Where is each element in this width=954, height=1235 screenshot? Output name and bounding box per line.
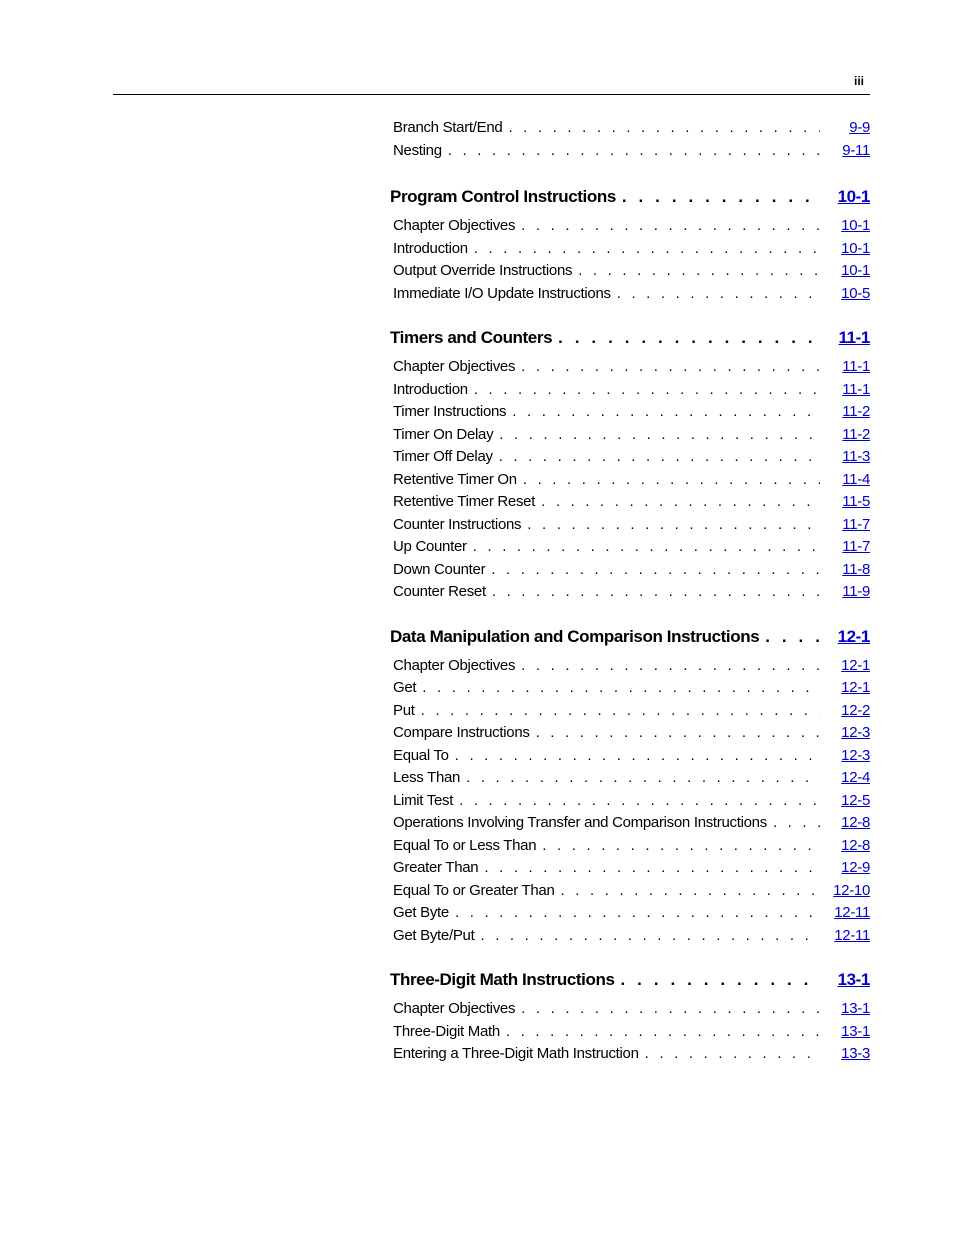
toc-entry-page-link[interactable]: 13-1 xyxy=(841,1000,870,1017)
toc-section xyxy=(390,187,870,307)
dot-leader xyxy=(773,814,820,831)
toc-section xyxy=(390,328,870,606)
dot-leader xyxy=(521,657,820,674)
toc-entry-label: Timer Off Delay xyxy=(393,448,493,465)
toc-entry-page-link[interactable]: 12-8 xyxy=(841,836,870,854)
toc-section xyxy=(390,119,870,164)
toc-entry-label: Counter Reset xyxy=(393,583,486,600)
toc-entry-row xyxy=(390,904,870,927)
toc-entry-page-link[interactable]: 11-2 xyxy=(842,403,870,420)
dot-leader xyxy=(455,904,820,921)
dot-leader xyxy=(491,561,820,578)
toc-entry-label: Chapter Objectives xyxy=(393,656,516,674)
dot-leader xyxy=(499,426,820,443)
toc-entry-label: Branch Start/End xyxy=(393,119,503,136)
toc-entry-row xyxy=(390,262,870,285)
toc-entry-row xyxy=(390,285,870,308)
toc-entry-page-link[interactable]: 11-4 xyxy=(842,470,870,488)
toc-chapter-heading-label: Data Manipulation and Comparison Instructions xyxy=(390,626,760,646)
toc-entry-label: Chapter Objectives xyxy=(393,1000,516,1017)
toc-entry-label: Operations Involving Transfer and Comparison Instructions xyxy=(393,814,767,831)
toc-entry-page-link[interactable]: 9-9 xyxy=(849,119,870,136)
toc-entry-page-link[interactable]: 11-5 xyxy=(842,493,870,510)
dot-leader xyxy=(484,859,820,876)
toc-entry-row xyxy=(390,679,870,702)
toc-entry-row xyxy=(390,702,870,725)
toc-entry-row xyxy=(390,1045,870,1068)
toc-entry-row xyxy=(390,747,870,770)
dot-leader xyxy=(561,882,820,899)
toc-entry-row xyxy=(390,426,870,449)
toc-entry-label: Chapter Objectives xyxy=(393,217,516,234)
toc-entry-page-link[interactable]: 12-8 xyxy=(841,814,870,831)
toc-entry-page-link[interactable]: 10-5 xyxy=(841,284,870,302)
toc-chapter-heading-label: Three-Digit Math Instructions xyxy=(390,970,615,989)
dot-leader xyxy=(422,679,820,696)
toc-entry-label: Introduction xyxy=(393,239,468,257)
dot-leader xyxy=(474,240,820,257)
toc-entry-label: Timer Instructions xyxy=(393,403,507,420)
toc-entry-row xyxy=(390,1000,870,1023)
dot-leader xyxy=(536,724,820,741)
toc-entry-row xyxy=(390,657,870,680)
toc-entry-row xyxy=(390,403,870,426)
dot-leader xyxy=(473,538,820,555)
toc-entry-row xyxy=(390,381,870,404)
toc-entry-page-link[interactable]: 12-1 xyxy=(841,656,870,674)
toc-entry-row xyxy=(390,837,870,860)
toc-entry-row xyxy=(390,882,870,905)
toc-entry-page-link[interactable]: 10-1 xyxy=(841,262,870,279)
toc-entry-label: Entering a Three-Digit Math Instruction xyxy=(393,1045,639,1062)
dot-leader xyxy=(617,285,820,302)
toc-chapter-heading-row xyxy=(390,627,870,656)
toc-entry-page-link[interactable]: 12-9 xyxy=(841,859,870,876)
toc-chapter-heading-page-link[interactable]: 12-1 xyxy=(837,626,870,646)
dot-leader xyxy=(499,448,820,465)
toc-entry-row xyxy=(390,724,870,747)
toc-entry-page-link[interactable]: 12-10 xyxy=(833,881,870,899)
toc-chapter-heading-label: Timers and Counters xyxy=(390,328,553,347)
toc-section xyxy=(390,627,870,950)
toc-entry-label: Counter Instructions xyxy=(393,515,522,533)
toc-entry-row xyxy=(390,240,870,263)
toc-entry-label: Immediate I/O Update Instructions xyxy=(393,284,611,302)
dot-leader xyxy=(455,747,820,764)
toc-entry-label: Nesting xyxy=(393,141,442,159)
dot-leader xyxy=(523,471,820,488)
toc-chapter-heading-row xyxy=(390,328,870,357)
toc-chapter-heading-page-link[interactable]: 13-1 xyxy=(837,970,870,989)
toc-entry-page-link[interactable]: 11-8 xyxy=(842,560,870,578)
toc-entry-row xyxy=(390,927,870,950)
toc-entry-label: Down Counter xyxy=(393,560,486,578)
dot-leader xyxy=(521,358,820,375)
dot-leader xyxy=(474,381,820,398)
toc-chapter-heading-row xyxy=(390,970,870,999)
dot-leader xyxy=(506,1023,820,1040)
toc-entry-label: Output Override Instructions xyxy=(393,262,573,279)
toc-chapter-heading-row xyxy=(390,187,870,216)
toc-entry-label: Up Counter xyxy=(393,538,467,555)
toc-entry-page-link[interactable]: 11-3 xyxy=(842,448,870,465)
toc-entry-page-link[interactable]: 12-2 xyxy=(841,701,870,719)
toc-entry-row xyxy=(390,119,870,142)
dot-leader xyxy=(459,792,820,809)
toc-entry-label: Get xyxy=(393,679,417,696)
dot-leader xyxy=(448,142,820,159)
toc-entry-row xyxy=(390,538,870,561)
toc-entry-label: Compare Instructions xyxy=(393,724,530,741)
dot-leader xyxy=(765,627,820,647)
toc-entry-label: Less Than xyxy=(393,769,461,786)
toc-entry-page-link[interactable]: 9-11 xyxy=(842,141,870,159)
toc-entry-row xyxy=(390,583,870,606)
header-rule xyxy=(113,94,870,95)
toc-entry-row xyxy=(390,217,870,240)
toc-entry-label: Three-Digit Math xyxy=(393,1022,500,1040)
toc-entry-label: Get Byte xyxy=(393,904,449,921)
toc-entry-row xyxy=(390,792,870,815)
toc-entry-page-link[interactable]: 12-11 xyxy=(834,926,870,944)
toc-entry-label: Equal To or Less Than xyxy=(393,836,537,854)
dot-leader xyxy=(541,493,820,510)
toc-entry-row xyxy=(390,448,870,471)
toc-entry-row xyxy=(390,859,870,882)
toc-entry-row xyxy=(390,471,870,494)
toc-entry-page-link[interactable]: 10-1 xyxy=(841,239,870,257)
toc-entry-label: Introduction xyxy=(393,380,468,398)
toc-chapter-heading-page-link[interactable]: 11-1 xyxy=(838,328,870,347)
toc-entry-page-link[interactable]: 12-11 xyxy=(834,904,870,921)
toc-entry-page-link[interactable]: 11-7 xyxy=(842,515,870,533)
toc-entry-row xyxy=(390,561,870,584)
toc-entry-label: Equal To or Greater Than xyxy=(393,881,555,899)
toc-entry-page-link[interactable]: 10-1 xyxy=(841,217,870,234)
dot-leader xyxy=(527,516,820,533)
dot-leader xyxy=(480,927,820,944)
toc-entry-row xyxy=(390,814,870,837)
toc-entry-page-link[interactable]: 11-2 xyxy=(842,425,870,443)
toc-entry-label: Retentive Timer On xyxy=(393,470,517,488)
toc-entry-page-link[interactable]: 11-1 xyxy=(842,380,870,398)
toc-entry-page-link[interactable]: 11-7 xyxy=(842,538,870,555)
page-number: iii xyxy=(853,74,864,88)
toc-entry-row xyxy=(390,493,870,516)
toc-entry-page-link[interactable]: 12-4 xyxy=(841,769,870,786)
dot-leader xyxy=(578,262,820,279)
toc-entry-row xyxy=(390,516,870,539)
dot-leader xyxy=(512,403,820,420)
toc-entry-page-link[interactable]: 11-1 xyxy=(842,358,870,375)
toc-entry-page-link[interactable]: 12-5 xyxy=(841,791,870,809)
toc-chapter-heading-page-link[interactable]: 10-1 xyxy=(837,187,870,206)
toc-chapter-heading-label: Program Control Instructions xyxy=(390,187,616,206)
toc-entry-label: Equal To xyxy=(393,746,449,764)
dot-leader xyxy=(621,970,820,990)
toc-entry-label: Greater Than xyxy=(393,859,479,876)
dot-leader xyxy=(466,769,820,786)
dot-leader xyxy=(521,217,820,234)
toc-entry-page-link[interactable]: 12-3 xyxy=(841,724,870,741)
table-of-contents xyxy=(390,119,870,1089)
dot-leader xyxy=(508,119,820,136)
toc-entry-row xyxy=(390,358,870,381)
dot-leader xyxy=(622,187,820,207)
dot-leader xyxy=(492,583,820,600)
dot-leader xyxy=(421,702,820,719)
toc-entry-page-link[interactable]: 12-1 xyxy=(841,679,870,696)
toc-entry-label: Chapter Objectives xyxy=(393,358,516,375)
dot-leader xyxy=(645,1045,820,1062)
toc-entry-row xyxy=(390,769,870,792)
toc-entry-label: Limit Test xyxy=(393,791,454,809)
toc-entry-label: Retentive Timer Reset xyxy=(393,493,536,510)
toc-entry-page-link[interactable]: 13-1 xyxy=(841,1022,870,1040)
toc-entry-page-link[interactable]: 11-9 xyxy=(842,583,870,600)
toc-entry-row xyxy=(390,1023,870,1046)
toc-entry-page-link[interactable]: 12-3 xyxy=(841,746,870,764)
dot-leader xyxy=(542,837,820,854)
toc-entry-label: Get Byte/Put xyxy=(393,926,475,944)
dot-leader xyxy=(558,328,820,348)
toc-entry-label: Timer On Delay xyxy=(393,425,494,443)
toc-section xyxy=(390,970,870,1068)
toc-entry-label: Put xyxy=(393,701,415,719)
toc-entry-row xyxy=(390,142,870,165)
dot-leader xyxy=(521,1000,820,1017)
toc-entry-page-link[interactable]: 13-3 xyxy=(841,1045,870,1062)
